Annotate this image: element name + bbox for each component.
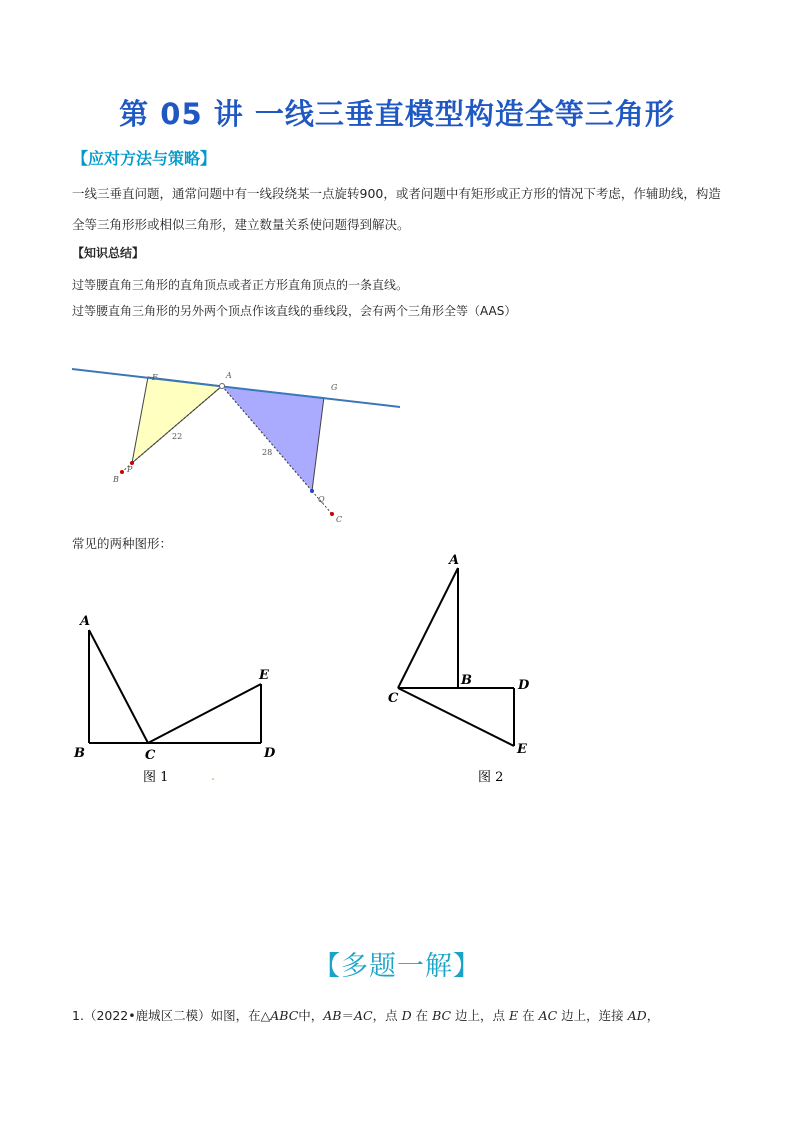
page-title: 第 05 讲 一线三垂直模型构造全等三角形 <box>119 97 675 131</box>
question-text: 边上，点 <box>451 1008 510 1023</box>
fig2-ce <box>398 688 514 746</box>
label-q: Q <box>318 495 325 504</box>
fig1-ac <box>89 630 148 743</box>
knowledge-heading: 【知识总结】 <box>72 246 145 260</box>
label-p: P <box>127 465 133 474</box>
question-text: ， <box>646 1008 660 1023</box>
math-ab: AB <box>323 1008 342 1023</box>
fig1-label-b: B <box>74 746 85 761</box>
left-triangle <box>132 377 222 463</box>
fig1-ce <box>148 684 261 743</box>
math-d: D <box>401 1008 412 1023</box>
fig1-label-e: E <box>259 668 269 683</box>
fig2-caption: 图 2 <box>478 770 504 785</box>
question-text: 边上，连接 <box>557 1008 628 1023</box>
knowledge-line-2: 过等腰直角三角形的另外两个顶点作该直线的垂线段，会有两个三角形全等（AAS） <box>72 304 517 318</box>
length-label-28: 28 <box>262 448 273 457</box>
math-eq: ＝ <box>341 1008 355 1023</box>
length-label-22: 22 <box>172 432 183 441</box>
math-abc: ABC <box>270 1008 299 1023</box>
fig2-label-e: E <box>517 742 527 757</box>
figure-2 <box>360 548 560 788</box>
label-c: C <box>336 515 343 524</box>
fig2-ac <box>398 568 458 688</box>
point-c <box>330 512 334 516</box>
question-text: 在 <box>518 1008 539 1023</box>
label-a: A <box>226 371 232 380</box>
point-a <box>220 384 225 389</box>
fig1-label-c: C <box>145 748 156 763</box>
stray-dot <box>212 778 214 780</box>
model-figure <box>0 350 420 530</box>
question-source: （2022•鹿城区二模） <box>83 1008 211 1023</box>
strategy-paragraph: 一线三垂直问题，通常问题中有一线段绕某一点旋转900，或者问题中有矩形或正方形的情况下考虑，作辅助线，构造全等三角形形或相似三角形，建立数量关系使问题得到解决。 <box>72 186 721 232</box>
point-b <box>120 470 124 474</box>
multi-problem-heading: 【多题一解】 <box>313 951 481 982</box>
fig2-label-c: C <box>388 691 399 706</box>
question-text: 中， <box>298 1008 324 1023</box>
math-e: E <box>509 1008 519 1023</box>
fig2-label-d: D <box>518 678 530 693</box>
question-number: 1. <box>72 1008 84 1023</box>
label-f: F <box>152 373 158 382</box>
fig2-label-b: B <box>461 673 472 688</box>
fig1-caption: 图 1 <box>143 770 169 785</box>
figure-1 <box>0 600 320 800</box>
question-1 <box>72 1006 659 1024</box>
math-bc: BC <box>432 1008 452 1023</box>
strategy-heading: 【应对方法与策略】 <box>72 149 217 168</box>
knowledge-line-1: 过等腰直角三角形的直角顶点或者正方形直角顶点的一条直线。 <box>72 278 409 292</box>
right-triangle <box>222 386 324 491</box>
common-figures-text: 常见的两种图形： <box>72 536 173 551</box>
fig2-label-a: A <box>449 553 460 568</box>
math-ac: AC <box>354 1008 373 1023</box>
fig1-label-d: D <box>264 746 276 761</box>
question-text: 在 <box>411 1008 433 1023</box>
question-text: 如图，在△ <box>210 1008 271 1023</box>
fig1-label-a: A <box>80 614 91 629</box>
question-text: ，点 <box>372 1008 402 1023</box>
label-b: B <box>113 475 119 484</box>
label-g: G <box>331 383 338 392</box>
math-ac: AC <box>538 1008 558 1023</box>
math-ad: AD <box>627 1008 647 1023</box>
point-q <box>310 489 314 493</box>
